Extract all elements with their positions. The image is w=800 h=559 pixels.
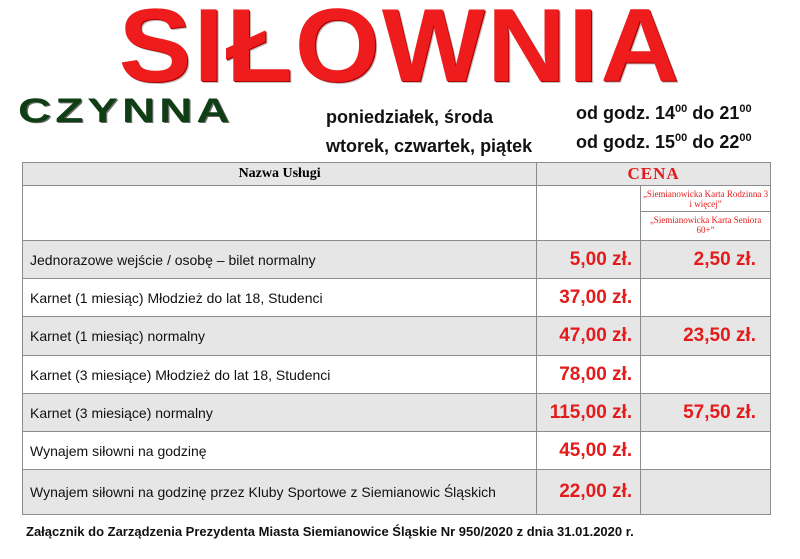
service-price: 47,00 zł. (537, 317, 641, 356)
open-label: CZYNNA (18, 92, 234, 130)
table-subheader-row (23, 186, 771, 241)
service-price: 22,00 zł. (537, 470, 641, 515)
discount-price: 23,50 zł. (641, 317, 771, 356)
column-header-price: CENA (537, 163, 771, 186)
service-name: Karnet (1 miesiąc) normalny (23, 317, 537, 356)
table-row (23, 470, 771, 515)
table-row (23, 356, 771, 394)
footer-note: Załącznik do Zarządzenia Prezydenta Miasta Siemianowice Śląskie Nr 950/2020 z dnia 31.01.2020 r. (26, 524, 634, 539)
service-price: 37,00 zł. (537, 279, 641, 317)
service-price: 115,00 zł. (537, 394, 641, 432)
page-title: SIŁOWNIA (118, 0, 682, 104)
hours-to: 22 (719, 132, 740, 152)
subheader-empty-cell (23, 186, 537, 241)
service-name: Jednorazowe wejście / osobę – bilet normalny (23, 241, 537, 279)
column-header-service: Nazwa Usługi (23, 163, 537, 186)
schedule-hours-2 (576, 132, 752, 153)
service-name: Karnet (3 miesiące) Młodzież do lat 18, Studenci (23, 356, 537, 394)
subheader-empty-cell (537, 186, 641, 241)
schedule-hours-1 (576, 103, 752, 124)
schedule-days-2: wtorek, czwartek, piątek (326, 136, 533, 156)
table-row (23, 279, 771, 317)
discount-price (641, 279, 771, 317)
discount-cards-cell (641, 186, 771, 241)
price-table (22, 162, 771, 515)
family-card-label: „Siemianowicka Karta Rodzinna 3 i więcej” (641, 186, 770, 212)
schedule-days-1: poniedziałek, środa (326, 107, 494, 127)
discount-price (641, 356, 771, 394)
hours-from-label: od godz. (576, 103, 650, 123)
service-price: 78,00 zł. (537, 356, 641, 394)
discount-price: 2,50 zł. (641, 241, 771, 279)
discount-price (641, 432, 771, 470)
hours-to-minutes: 00 (739, 103, 752, 115)
table-header-row (23, 163, 771, 186)
service-name: Karnet (1 miesiąc) Młodzież do lat 18, Studenci (23, 279, 537, 317)
table-row (23, 432, 771, 470)
service-name: Wynajem siłowni na godzinę (23, 432, 537, 470)
hours-to-minutes: 00 (739, 132, 752, 144)
table-row (23, 241, 771, 279)
discount-price: 57,50 zł. (641, 394, 771, 432)
hours-from-label: od godz. (576, 132, 650, 152)
hours-to: 21 (719, 103, 740, 123)
service-price: 45,00 zł. (537, 432, 641, 470)
hours-to-label: do (692, 103, 715, 123)
hours-from-minutes: 00 (675, 103, 688, 115)
service-price: 5,00 zł. (537, 241, 641, 279)
hours-from: 15 (655, 132, 676, 152)
table-row (23, 317, 771, 356)
discount-price (641, 470, 771, 515)
hours-from-minutes: 00 (675, 132, 688, 144)
hours-to-label: do (692, 132, 715, 152)
service-name: Wynajem siłowni na godzinę przez Kluby Sportowe z Siemianowic Śląskich (23, 470, 537, 515)
table-row (23, 394, 771, 432)
hours-from: 14 (655, 103, 676, 123)
senior-card-label: „Siemianowicka Karta Seniora 60+” (649, 215, 762, 235)
service-name: Karnet (3 miesiące) normalny (23, 394, 537, 432)
